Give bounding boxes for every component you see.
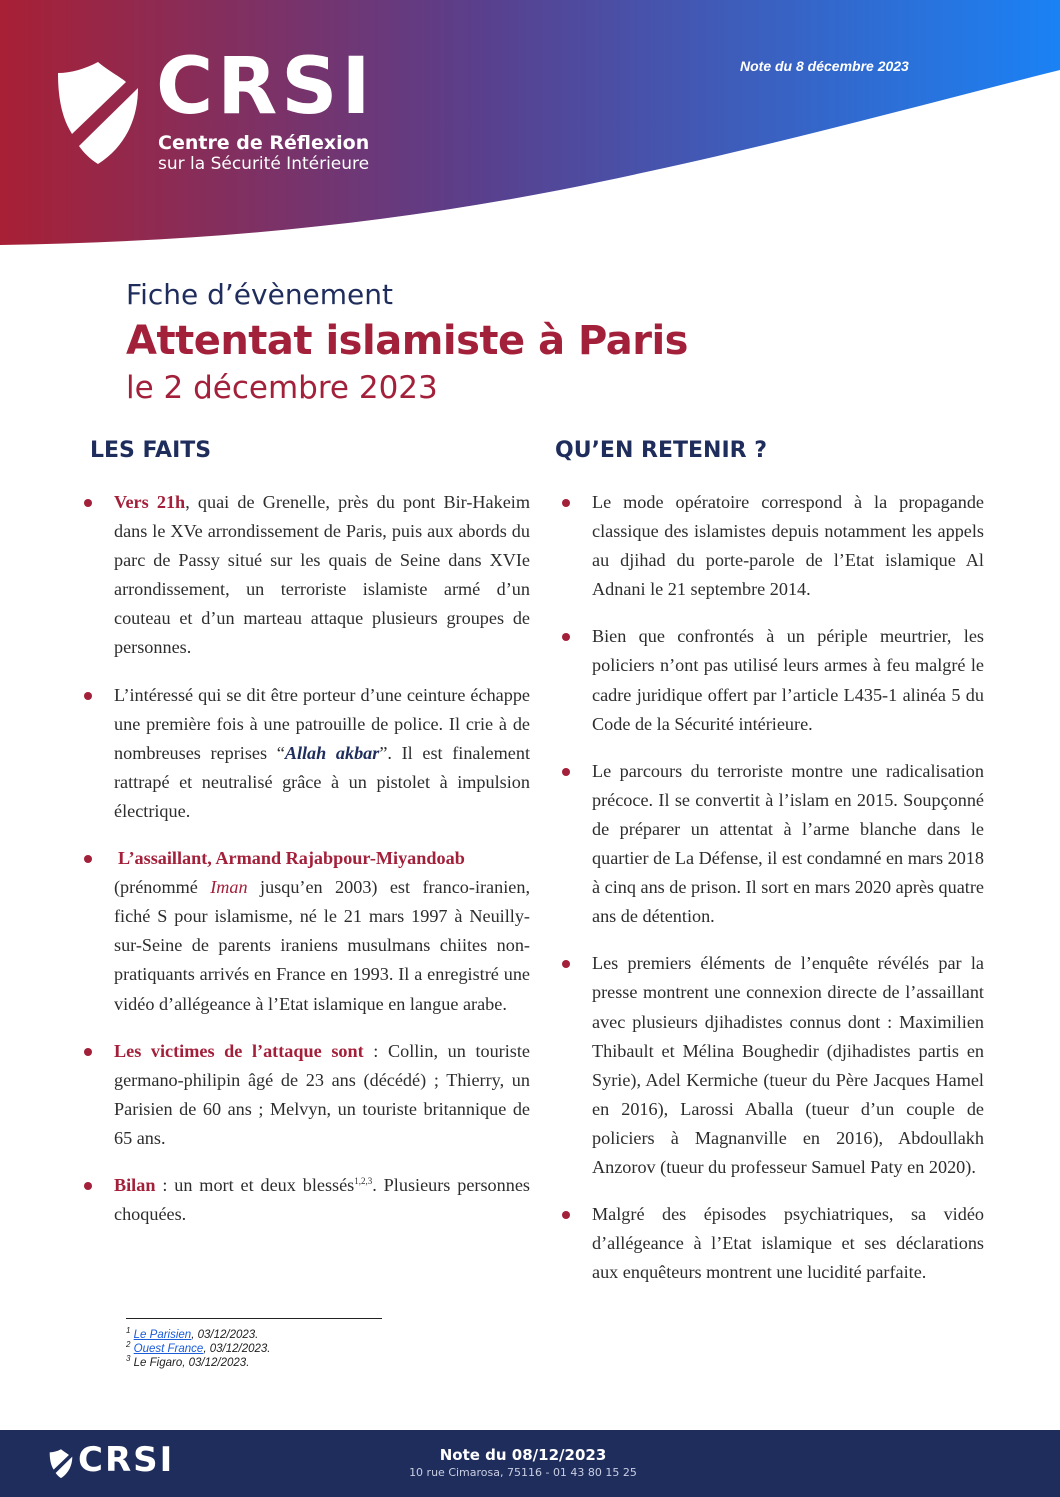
footer-logo: CRSI: [78, 1440, 175, 1480]
logo-tagline-line1: Centre de Réflexion: [158, 132, 370, 154]
bullet-icon: [84, 692, 92, 700]
item-text: . Plusieurs personnes choquées.: [114, 1174, 530, 1225]
item-lead: L’assaillant, Armand Rajabpour-Miyandoab: [118, 848, 465, 869]
bullet-icon: [84, 1182, 92, 1190]
page-header: [0, 0, 1060, 260]
item-lead: Bilan: [114, 1174, 156, 1195]
item-text: , quai de Grenelle, près du pont Bir-Hakeim dans le XVe arrondissement de Paris, puis aux abords du parc de Passy situé sur les quais de Seine dans XVIe arrondissement, un terroriste islamiste armé d’un couteau et d’un marteau attaque plusieurs groupes de personnes.: [114, 492, 530, 658]
item-text: (prénommé: [114, 877, 211, 898]
item-name-italic: Iman: [210, 877, 248, 898]
bullet-icon: [562, 768, 570, 776]
item-quote: Allah akbar: [284, 742, 380, 763]
section-heading-retenir: QU’EN RETENIR ?: [555, 438, 767, 463]
footnote-ref[interactable]: 1,2,3: [354, 1175, 373, 1186]
footnote-source: Le Figaro: [133, 1357, 183, 1369]
item-lead: Les victimes de l’attaque sont: [114, 1040, 364, 1061]
bullet-icon: [562, 633, 570, 641]
list-item: [84, 1037, 530, 1153]
item-text: ”. Il est finalement rattrapé et neutralisé grâce à un pistolet à impulsion électrique.: [114, 742, 530, 821]
item-text: Les premiers éléments de l’enquête révélés par la presse montrent une connexion directe de l’assaillant avec plusieurs djihadistes connus dont : Maximilien Thibault et Mélina Boughedir (djihadistes partis en Syrie), Adel Kermiche (tueur du Père Jacques Hamel en 2016), Larossi Aballa (tueur d’un couple de policiers à Magnanville en 2016), Abdoullakh Anzorov (tueur du professeur Samuel Paty en 2020).: [592, 953, 984, 1177]
item-text: Bien que confrontés à un périple meurtrier, les policiers n’ont pas utilisé leurs armes à feu malgré le cadre juridique offert par l’article L435-1 alinéa 5 du Code de la Sécurité intérieure.: [592, 626, 984, 734]
footnote-number: 3: [126, 1354, 131, 1364]
item-text: Le mode opératoire correspond à la propagande classique des islamistes depuis notamment les appels au djihad du porte-parole de l’Etat islamique Al Adnani le 21 septembre 2014.: [592, 492, 984, 600]
bullet-icon: [562, 1211, 570, 1219]
item-text: Le parcours du terroriste montre une radicalisation précoce. Il se convertit à l’islam en 2015. Soupçonné de préparer un attentat à l’arme blanche dans le quartier de La Défense, il est condamné en mars 2018 à cinq ans de prison. Il sort en mars 2020 après quatre ans de détention.: [592, 760, 984, 927]
footnote-divider: [126, 1318, 382, 1319]
footnote-date: , 03/12/2023.: [203, 1343, 271, 1355]
page-subtitle: le 2 décembre 2023: [126, 370, 438, 406]
crsi-shield-icon: [52, 58, 144, 170]
footnote-link[interactable]: Ouest France: [133, 1343, 204, 1355]
list-item: [84, 681, 530, 826]
list-item: [84, 488, 530, 663]
section-heading-faits: LES FAITS: [90, 438, 212, 463]
list-item: [84, 844, 530, 1019]
bullet-icon: [84, 855, 92, 863]
note-date: Note du 8 décembre 2023: [740, 58, 909, 74]
footnote-number: 1: [126, 1326, 131, 1336]
bullet-icon: [562, 499, 570, 507]
bullet-icon: [84, 499, 92, 507]
item-text: jusqu’en 2003) est franco-iranien, fiché S pour islamisme, né le 21 mars 1997 à Neuilly-sur-Seine de parents iraniens musulmans chiites non-pratiquants arrivés en France en 1993. Il a enregistré une vidéo d’allégeance à l’Etat islamique en langue arabe.: [114, 877, 530, 1014]
item-text: : un mort et deux blessés: [155, 1174, 355, 1195]
footnote-link[interactable]: Le Parisien: [133, 1329, 192, 1341]
footnote-date: , 03/12/2023.: [182, 1357, 250, 1369]
logo-tagline-line2: sur la Sécurité Intérieure: [158, 154, 370, 174]
list-item: [562, 949, 984, 1182]
footnotes: [126, 1328, 270, 1370]
list-item: [562, 1200, 984, 1287]
footer-note-date: Note du 08/12/2023: [439, 1446, 607, 1464]
list-item: [562, 757, 984, 932]
item-lead: Vers 21h: [114, 492, 186, 512]
list-item: [84, 1171, 530, 1229]
retenir-list: [562, 488, 984, 1287]
footnote-date: , 03/12/2023.: [191, 1329, 259, 1341]
footer-address: 10 rue Cimarosa, 75116 - 01 43 80 15 25: [409, 1466, 637, 1479]
crsi-logo: CRSI: [156, 42, 375, 132]
page-footer: [0, 1430, 1060, 1497]
item-text: L’intéressé qui se dit être porteur d’une ceinture échappe une première fois à une patrouille de police. Il crie à de nombreuses reprises “: [114, 684, 530, 763]
item-text: Malgré des épisodes psychiatriques, sa vidéo d’allégeance à l’Etat islamique et ses déclarations aux enquêteurs montrent une lucidité parfaite.: [592, 1204, 984, 1283]
list-item: [562, 488, 984, 604]
footnote: [126, 1356, 270, 1370]
footnote: [126, 1328, 270, 1342]
footnote: [126, 1342, 270, 1356]
list-item: [562, 622, 984, 738]
item-text: : Collin, un touriste germano-philipin âgé de 23 ans (décédé) ; Thierry, un Parisien de 60 ans ; Melvyn, un touriste britannique de 65 ans.: [114, 1040, 530, 1148]
faits-list: [84, 488, 530, 1229]
bullet-icon: [84, 1048, 92, 1056]
page-title: Attentat islamiste à Paris: [126, 318, 688, 364]
bullet-icon: [562, 960, 570, 968]
footnote-number: 2: [126, 1340, 131, 1350]
document-type: Fiche d’évènement: [126, 278, 394, 311]
